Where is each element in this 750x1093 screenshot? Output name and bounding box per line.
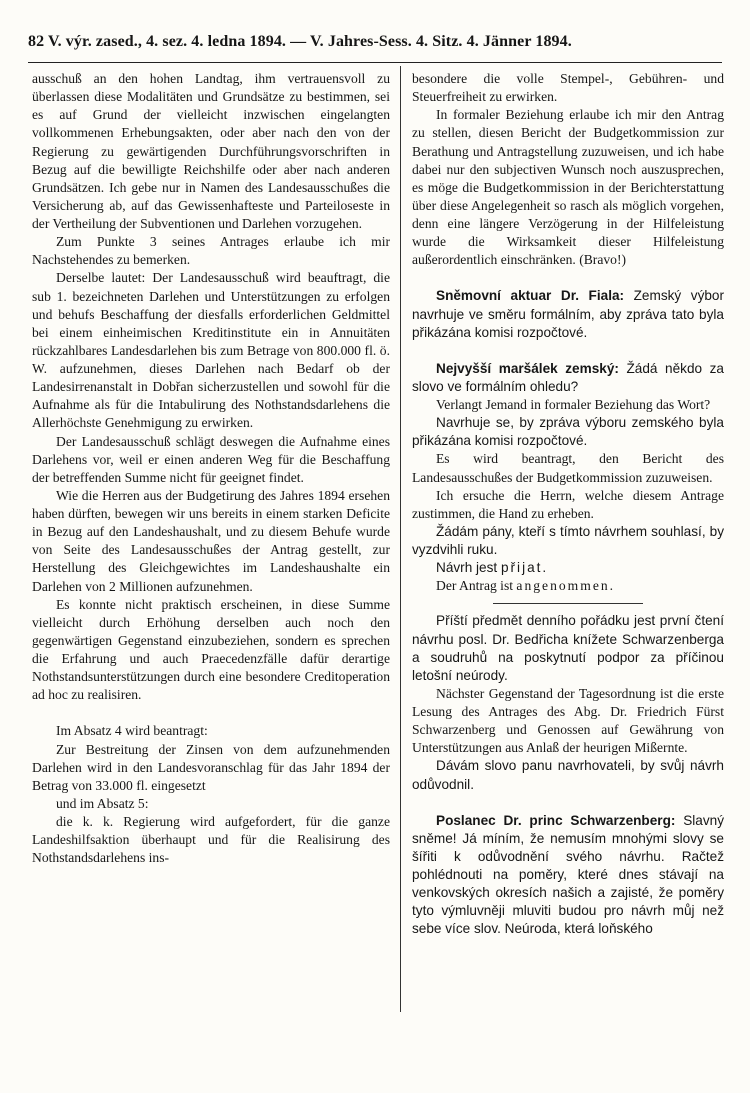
paragraph: Der Landesausschuß schlägt deswegen die Aufnahme eines Darlehens vor, weil er einen anderen Weg für die Beschaffung der betreffenden Summe nicht für geeignet findet. (32, 433, 390, 485)
speaker-name: Nejvyšší maršálek zemský: (436, 360, 619, 376)
paragraph: ausschuß an den hohen Landtag, ihm vertrauensvoll zu überlassen diese Modalitäten und Grundsätze zu bestimmen, sei es auf Grund der vielleicht inzwischen eingelangten vollkommenen Erhebungsakten, oder aber nach den von der Regierung zu gewärtigenden Durchführungsvorschriften in Bezug auf die bewilligte Reichshilfe oder aber nach anderen Grundsätzen. Ich gebe nur in Namen des Landesausschußes die Versicherung ab, auf das Gewissenhafteste und Parteiloseste in der Vertheilung der Subventionen und Darlehen vorzugehen. (32, 71, 390, 231)
speech-text: Slavný sněme! Já míním, že nemusím mnohými slovy se šířiti k odůvodnění svého návrhu. Račtež pohlédnouti na poměry, které dnes stávají na venkovských okresích našich a zajisté, že poměry tyto výmluvněji mluviti budou pro návrh můj než sebe více slov. Neúroda, která loňského (412, 812, 725, 937)
speech-text: Žádá někdo za slovo ve formálním ohledu? (412, 360, 724, 394)
speaker-name: Sněmovní aktuar Dr. Fiala: (436, 288, 625, 304)
paragraph: Žádám pány, kteří s tímto návrhem souhlasí, by vyzdvihli ruku. (412, 523, 724, 557)
right-column (412, 70, 724, 939)
spacer (412, 342, 724, 360)
paragraph: In formaler Beziehung erlaube ich mir den Antrag zu stellen, diesen Bericht der Budgetkommission zur Berathung und Antragstellung zuzuweisen, und ich habe dabei nur den subjectiven Wunsch noch auszusprechen, es möge die Budgetkommission in der Berichterstattung über diese Angelegenheit so rasch als möglich vorgehen, denn eine längere Verzögerung in der Hilfeleistung wurde die Wirksamkeit dieser Hilfeleistung außerordentlich einschränken. (Bravo!) (412, 107, 724, 268)
text: Der Antrag ist (436, 578, 517, 594)
spacer (412, 269, 724, 287)
paragraph: Es konnte nicht praktisch erscheinen, in diese Summe vielleicht durch Erhöhung derselben auch noch den gegenwärtigen Gegenstand einzubeziehen, sondern es sprechen die Erfahrung und auch Praecedenzfälle dafür derartige Nothstandsunterstützungen durch eine besondere Creditoperation ad hoc zu realisiren. (32, 596, 390, 703)
column-divider (400, 66, 401, 1012)
text: Návrh jest (436, 560, 501, 576)
paragraph: Derselbe lautet: Der Landesausschuß wird beauftragt, die sub 1. bezeichneten Darlehen und Unterstützungen zu erfolgen und behufs Beschaffung der diesfalls erforderlichen Geldmittel bei einem einheimischen Kreditinstitute ein in Annuitäten rückzahlbares Landesdarlehen bis zum Betrage von 800.000 fl. ö. W. aufzunehmen, dieses Darlehen nach Bedarf ob der Landesirrenanstalt in Dobřan sicherzustellen und sowohl für die Aufnahme als für die Intabulirung des Nothstandsdarlehens die Allerhöchste Genehmigung zu erwirken. (32, 270, 390, 431)
paragraph: die k. k. Regierung wird aufgefordert, für die ganze Landeshilfsaktion überhaupt und für die Realisirung des Nothstandsdarlehens ins- (32, 814, 390, 866)
paragraph: Verlangt Jemand in formaler Beziehung das Wort? (436, 397, 711, 412)
paragraph: Zum Punkte 3 seines Antrages erlaube ich mir Nachstehendes zu bemerken. (32, 234, 390, 268)
section-rule (493, 603, 643, 604)
paragraph: Es wird beantragt, den Bericht des Landesausschußes der Budgetkommission zuzuweisen. (412, 451, 724, 485)
paragraph (412, 577, 724, 595)
paragraph: und im Absatz 5: (56, 795, 149, 811)
paragraph: Nächster Gegenstand der Tagesordnung ist die erste Lesung des Antrages des Abg. Dr. Friedrich Fürst Schwarzenberg und Genossen auf Gewährung von Unterstützungen aus Anlaß der heurigen Mißernte. (412, 685, 724, 756)
spaced-text: přijat. (500, 560, 549, 576)
spacer (412, 794, 724, 812)
spaced-text: angenommen. (516, 578, 616, 594)
paragraph: besondere die volle Stempel-, Gebühren- und Steuerfreiheit zu erwirken. (412, 71, 724, 105)
left-column (32, 70, 390, 867)
paragraph: Im Absatz 4 wird beantragt: (56, 723, 208, 739)
paragraph: Dávám slovo panu navrhovateli, by svůj návrh odůvodnil. (412, 758, 724, 792)
speech-text: Zemský výbor navrhuje ve směru formálním, aby zpráva tato byla přikázána komisi rozpočtové. (412, 288, 725, 340)
paragraph: Ich ersuche die Herrn, welche diesem Antrage zustimmen, die Hand zu erheben. (412, 487, 724, 521)
paragraph: Navrhuje se, by zpráva výboru zemského byla přikázána komisi rozpočtové. (412, 415, 724, 449)
paragraph (412, 287, 724, 341)
paragraph: Příští předmět denního pořádku jest první čtení návrhu posl. Dr. Bedřicha knížete Schwarzenberga a soudruhů na poskytnutí podpor za příčinou letošní neúrody. (412, 613, 724, 683)
page-header: 82 V. výr. zased., 4. sez. 4. ledna 1894. — V. Jahres-Sess. 4. Sitz. 4. Jänner 1894. (28, 33, 572, 50)
header-rule (28, 62, 722, 63)
paragraph (412, 812, 724, 939)
paragraph: Wie die Herren aus der Budgetirung des Jahres 1894 ersehen haben dürften, bewegen wir uns bereits in einem starken Deficite in Bezug auf den Landeshaushalt, und zu diesem Behufe wurde von Seite des Landesausschußes der Antrag gestellt, zur Herstellung des Gleichgewichtes im Landeshaushalte ein Darlehen von 2 Millionen aufzunehmen. (32, 487, 390, 594)
speaker-name: Poslanec Dr. princ Schwarzenberg: (436, 812, 676, 828)
spacer (32, 704, 390, 722)
paragraph: Zur Bestreitung der Zinsen von dem aufzunehmenden Darlehen wird in den Landesvoranschlag für das Jahr 1894 der Betrag von 33.000 fl. eingesetzt (32, 741, 390, 793)
paragraph (412, 360, 724, 396)
paragraph (412, 559, 724, 577)
